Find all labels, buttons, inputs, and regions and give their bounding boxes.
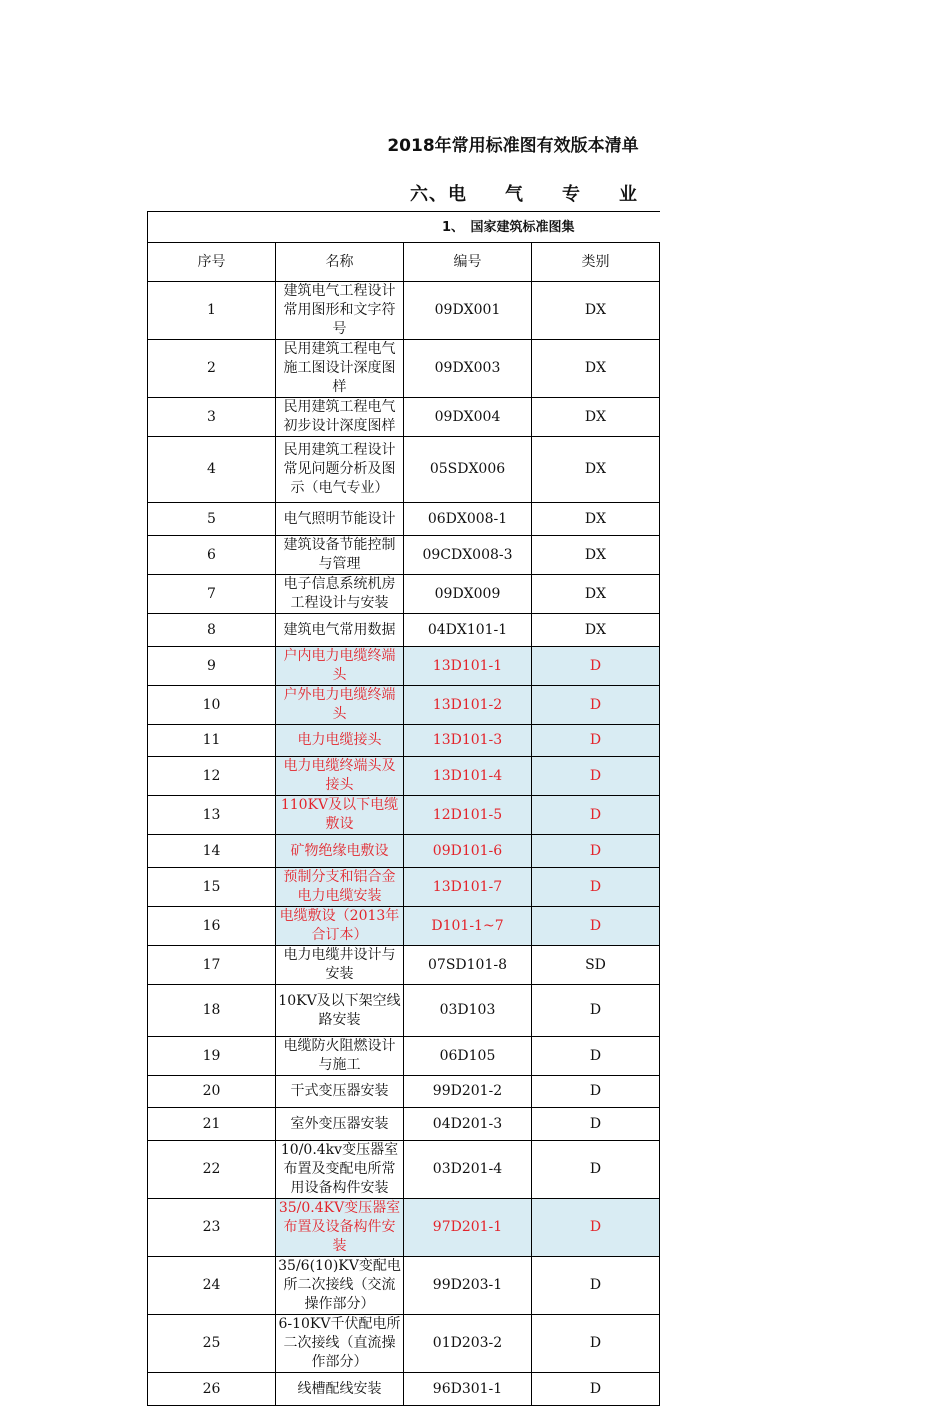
table-row	[148, 725, 660, 757]
table-row	[148, 757, 660, 796]
table-row	[148, 647, 660, 686]
header-category: 类别	[532, 243, 660, 282]
table-row	[148, 835, 660, 868]
table-row	[148, 536, 660, 575]
document-title: 2018年常用标准图有效版本清单	[387, 136, 639, 156]
row-category: D	[532, 1373, 660, 1406]
row-name: 室外变压器安装	[276, 1108, 404, 1141]
row-seq: 19	[148, 1037, 276, 1076]
row-seq: 10	[148, 686, 276, 725]
row-code: 13D101-7	[404, 868, 532, 907]
row-name: 线槽配线安装	[276, 1373, 404, 1406]
row-seq: 14	[148, 835, 276, 868]
row-code: 09DX003	[404, 340, 532, 398]
row-category: DX	[532, 340, 660, 398]
table-body	[148, 212, 660, 1406]
table-row	[148, 437, 660, 503]
row-category: D	[532, 1076, 660, 1108]
row-category: D	[532, 757, 660, 796]
row-category: D	[532, 1108, 660, 1141]
row-category: D	[532, 835, 660, 868]
row-name: 建筑电气常用数据	[276, 614, 404, 647]
row-code: 13D101-2	[404, 686, 532, 725]
row-code: 99D203-1	[404, 1257, 532, 1315]
row-category: DX	[532, 614, 660, 647]
row-code: 12D101-5	[404, 796, 532, 835]
row-seq: 23	[148, 1199, 276, 1257]
row-code: 09DX001	[404, 282, 532, 340]
row-name: 户外电力电缆终端头	[276, 686, 404, 725]
row-code: 09DX004	[404, 398, 532, 437]
row-code: 06DX008-1	[404, 503, 532, 536]
row-seq: 4	[148, 437, 276, 503]
row-seq: 2	[148, 340, 276, 398]
row-seq: 21	[148, 1108, 276, 1141]
row-name: 矿物绝缘电敷设	[276, 835, 404, 868]
row-name: 电力电缆终端头及接头	[276, 757, 404, 796]
table-row	[148, 614, 660, 647]
row-code: 04D201-3	[404, 1108, 532, 1141]
header-name: 名称	[276, 243, 404, 282]
row-code: 06D105	[404, 1037, 532, 1076]
row-name: 民用建筑工程设计常见问题分析及图示（电气专业）	[276, 437, 404, 503]
row-category: DX	[532, 503, 660, 536]
column-header-row	[148, 243, 660, 282]
table-row	[148, 503, 660, 536]
row-seq: 25	[148, 1315, 276, 1373]
row-category: SD	[532, 946, 660, 985]
row-category: D	[532, 725, 660, 757]
row-category: D	[532, 796, 660, 835]
row-category: D	[532, 686, 660, 725]
row-name: 预制分支和铝合金电力电缆安装	[276, 868, 404, 907]
table-row	[148, 282, 660, 340]
row-category: D	[532, 1037, 660, 1076]
row-name: 民用建筑工程电气施工图设计深度图样	[276, 340, 404, 398]
row-name: 10KV及以下架空线路安装	[276, 985, 404, 1037]
row-category: D	[532, 985, 660, 1037]
section-subtitle: 六、电 气 专 业	[410, 184, 638, 205]
table-row	[148, 1199, 660, 1257]
row-seq: 5	[148, 503, 276, 536]
row-category: D	[532, 868, 660, 907]
row-category: DX	[532, 536, 660, 575]
row-name: 110KV及以下电缆敷设	[276, 796, 404, 835]
row-name: 35/6(10)KV变配电所二次接线（交流操作部分）	[276, 1257, 404, 1315]
table-row	[148, 1076, 660, 1108]
row-seq: 22	[148, 1141, 276, 1199]
row-code: 05SDX006	[404, 437, 532, 503]
row-code: 97D201-1	[404, 1199, 532, 1257]
table-row	[148, 796, 660, 835]
row-code: 13D101-1	[404, 647, 532, 686]
row-seq: 1	[148, 282, 276, 340]
table-row	[148, 1257, 660, 1315]
row-seq: 24	[148, 1257, 276, 1315]
row-name: 电力电缆接头	[276, 725, 404, 757]
row-category: DX	[532, 282, 660, 340]
row-name: 电缆防火阻燃设计与施工	[276, 1037, 404, 1076]
table-row	[148, 575, 660, 614]
row-seq: 15	[148, 868, 276, 907]
row-name: 民用建筑工程电气初步设计深度图样	[276, 398, 404, 437]
row-category: DX	[532, 398, 660, 437]
row-name: 干式变压器安装	[276, 1076, 404, 1108]
row-seq: 8	[148, 614, 276, 647]
row-name: 6-10KV千伏配电所二次接线（直流操作部分）	[276, 1315, 404, 1373]
row-seq: 11	[148, 725, 276, 757]
row-name: 建筑电气工程设计常用图形和文字符号	[276, 282, 404, 340]
row-category: D	[532, 1141, 660, 1199]
section-header-row	[148, 212, 660, 243]
table-row	[148, 340, 660, 398]
row-name: 户内电力电缆终端头	[276, 647, 404, 686]
row-category: D	[532, 1315, 660, 1373]
row-code: 96D301-1	[404, 1373, 532, 1406]
table-row	[148, 1108, 660, 1141]
section-title: 1、 国家建筑标准图集	[148, 212, 660, 243]
row-code: 09DX009	[404, 575, 532, 614]
row-name: 电子信息系统机房工程设计与安装	[276, 575, 404, 614]
standards-table-container	[147, 211, 660, 1406]
row-code: 04DX101-1	[404, 614, 532, 647]
row-code: 13D101-4	[404, 757, 532, 796]
row-name: 电气照明节能设计	[276, 503, 404, 536]
row-seq: 13	[148, 796, 276, 835]
row-seq: 26	[148, 1373, 276, 1406]
row-code: 03D201-4	[404, 1141, 532, 1199]
row-seq: 7	[148, 575, 276, 614]
row-category: DX	[532, 575, 660, 614]
row-code: 09D101-6	[404, 835, 532, 868]
table-row	[148, 985, 660, 1037]
row-seq: 3	[148, 398, 276, 437]
table-row	[148, 398, 660, 437]
table-row	[148, 1141, 660, 1199]
row-name: 35/0.4KV变压器室布置及设备构件安装	[276, 1199, 404, 1257]
table-row	[148, 1373, 660, 1406]
row-seq: 18	[148, 985, 276, 1037]
row-seq: 16	[148, 907, 276, 946]
table-row	[148, 868, 660, 907]
row-seq: 20	[148, 1076, 276, 1108]
row-name: 建筑设备节能控制与管理	[276, 536, 404, 575]
table-row	[148, 1037, 660, 1076]
row-code: 03D103	[404, 985, 532, 1037]
header-code: 编号	[404, 243, 532, 282]
row-code: 01D203-2	[404, 1315, 532, 1373]
row-code: 13D101-3	[404, 725, 532, 757]
table-row	[148, 907, 660, 946]
row-seq: 12	[148, 757, 276, 796]
standards-table	[147, 211, 660, 1406]
row-code: 99D201-2	[404, 1076, 532, 1108]
row-seq: 17	[148, 946, 276, 985]
row-code: D101-1~7	[404, 907, 532, 946]
row-seq: 9	[148, 647, 276, 686]
table-row	[148, 686, 660, 725]
row-category: D	[532, 1199, 660, 1257]
row-category: D	[532, 907, 660, 946]
row-seq: 6	[148, 536, 276, 575]
header-seq: 序号	[148, 243, 276, 282]
row-name: 电缆敷设（2013年合订本）	[276, 907, 404, 946]
row-name: 电力电缆井设计与安装	[276, 946, 404, 985]
row-code: 09CDX008-3	[404, 536, 532, 575]
row-name: 10/0.4kv变压器室布置及变配电所常用设备构件安装	[276, 1141, 404, 1199]
table-row	[148, 946, 660, 985]
row-category: D	[532, 647, 660, 686]
row-category: DX	[532, 437, 660, 503]
row-code: 07SD101-8	[404, 946, 532, 985]
row-category: D	[532, 1257, 660, 1315]
